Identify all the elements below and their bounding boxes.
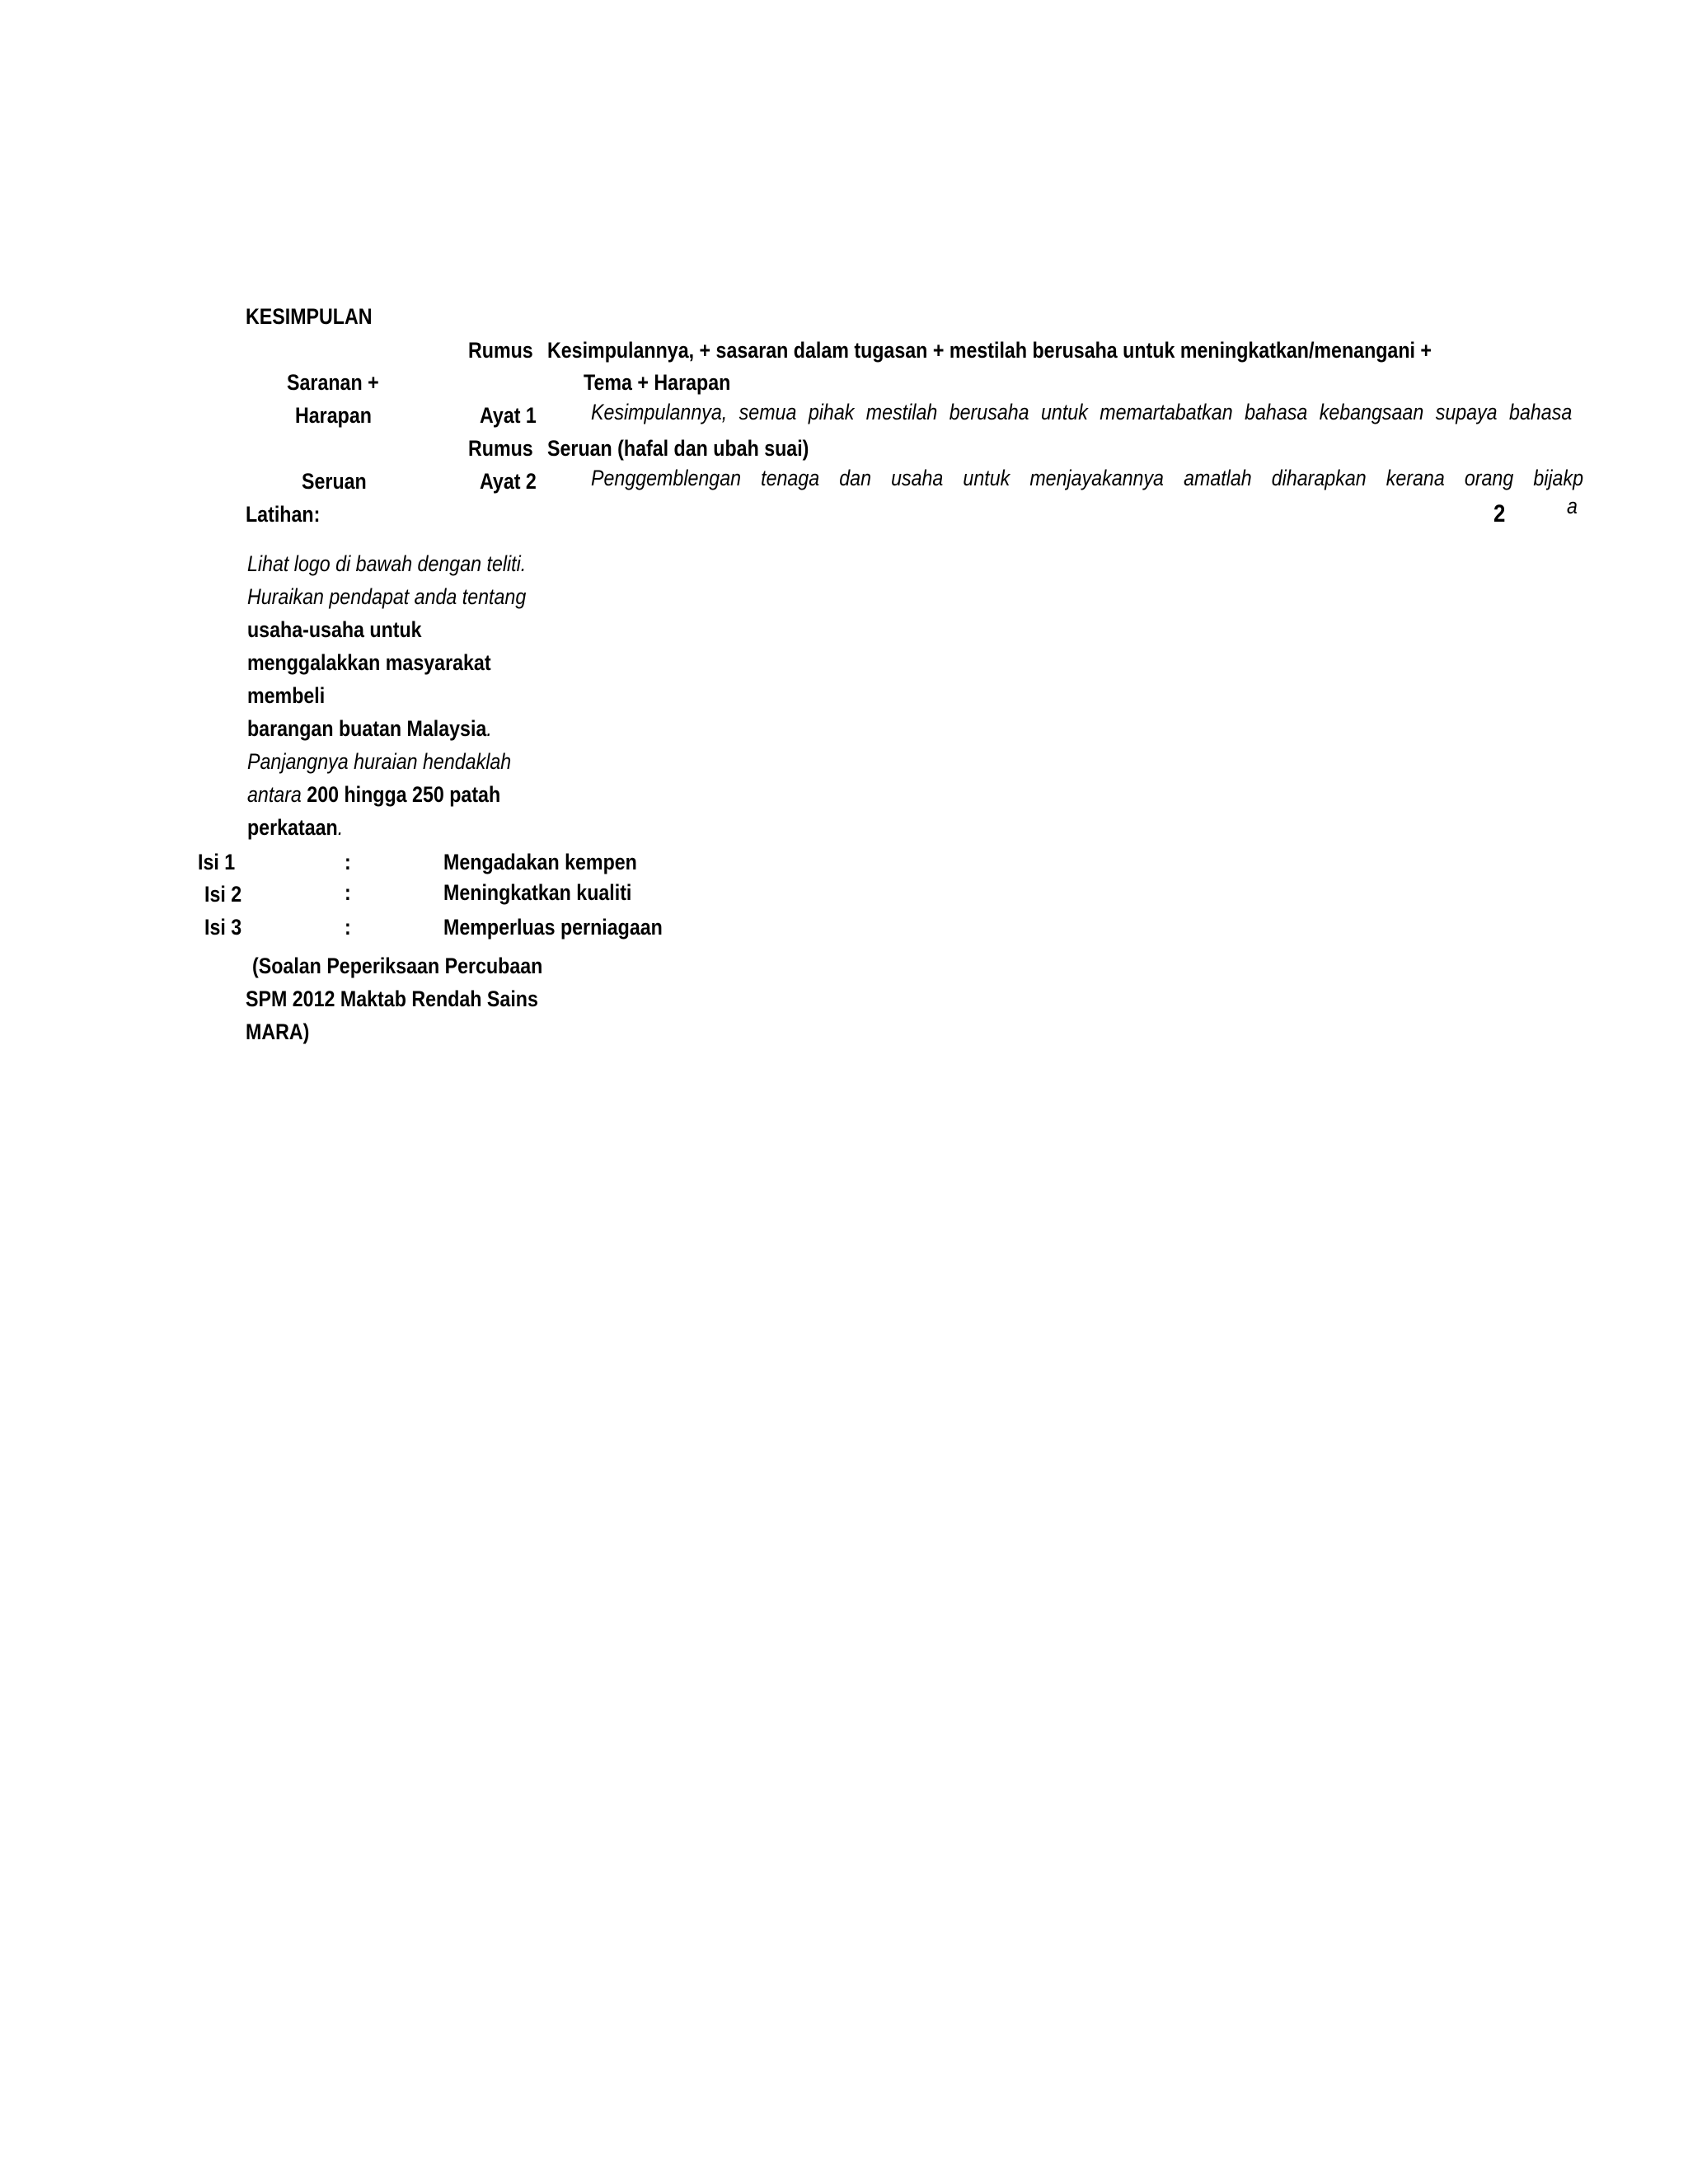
exercise-line-9	[247, 811, 343, 844]
isi-3-label: Isi 3	[204, 915, 242, 940]
exercise-line-4: menggalakkan masyarakat	[247, 650, 491, 675]
harapan-label: Harapan	[295, 403, 372, 428]
ayat-1-text: Kesimpulannya, semua pihak mestilah berusaha untuk memartabatkan bahasa kebangsaan supaya bahasa	[591, 400, 1573, 424]
isi-2-label: Isi 2	[204, 882, 242, 905]
exercise-line-7: Panjangnya huraian hendaklah	[247, 749, 512, 774]
isi-2-text: Meningkatkan kualiti	[443, 880, 632, 905]
source-line-1: (Soalan Peperiksaan Percubaan	[252, 954, 543, 978]
isi-1-colon: :	[345, 850, 351, 874]
source-line-2: SPM 2012 Maktab Rendah Sains	[246, 987, 538, 1011]
saranan-label: Saranan +	[287, 370, 379, 395]
exercise-line-1: Lihat logo di bawah dengan teliti.	[247, 551, 527, 576]
isi-1-text: Mengadakan kempen	[443, 850, 637, 874]
rumus-1-text-cont: Tema + Harapan	[584, 370, 731, 395]
source-line-3: MARA)	[246, 1019, 310, 1044]
exercise-line-6-bold: barangan buatan Malaysia	[247, 716, 487, 741]
rumus-1-label: Rumus	[468, 338, 533, 363]
ayat-2-label: Ayat 2	[480, 469, 537, 494]
exercise-line-8	[247, 778, 500, 811]
isi-3-text: Memperluas perniagaan	[443, 915, 663, 940]
exercise-line-9-bold: perkataan	[247, 815, 338, 840]
rumus-1-text: Kesimpulannya, + sasaran dalam tugasan + mestilah berusaha untuk meningkatkan/menangani +	[547, 338, 1432, 363]
exercise-line-6	[247, 712, 492, 745]
exercise-line-3: usaha-usaha untuk	[247, 617, 422, 642]
rumus-2-text: Seruan (hafal dan ubah suai)	[547, 436, 809, 461]
isi-1-label: Isi 1	[198, 850, 236, 874]
ayat-1-label: Ayat 1	[480, 403, 537, 428]
ayat-2-text: Penggemblengan tenaga dan usaha untuk menjayakannya amatlah diharapkan kerana orang bijakp	[591, 466, 1583, 490]
exercise-line-8-bold: 200 hingga 250 patah	[307, 782, 501, 807]
rumus-2-label: Rumus	[468, 436, 533, 461]
ayat-2-overflow: a	[1567, 494, 1578, 518]
exercise-line-2: Huraikan pendapat anda tentang	[247, 584, 527, 609]
exercise-line-6-end: .	[486, 716, 492, 741]
exercise-line-5: membeli	[247, 683, 326, 708]
exercise-line-8-italic: antara	[247, 782, 307, 807]
isi-2-colon: :	[345, 880, 351, 905]
page-number: 2	[1493, 500, 1506, 527]
exercise-line-9-end: .	[337, 815, 344, 840]
latihan-label: Latihan:	[246, 502, 321, 527]
seruan-label: Seruan	[302, 469, 367, 494]
isi-3-colon: :	[345, 915, 351, 940]
section-heading: KESIMPULAN	[246, 304, 373, 329]
